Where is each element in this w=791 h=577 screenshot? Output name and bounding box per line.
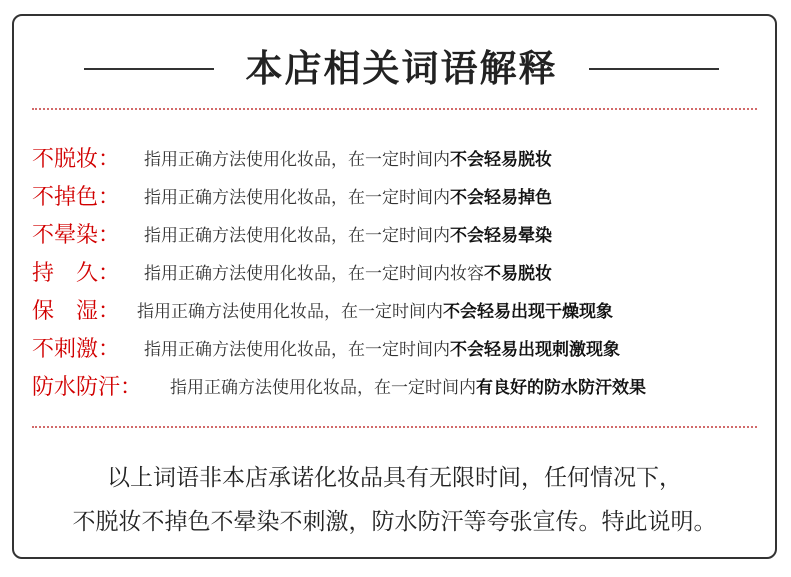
term-definition	[144, 334, 620, 366]
definition-emphasis: 不会轻易出现刺激现象	[450, 340, 620, 360]
term-label: 保 湿：	[32, 299, 121, 324]
definition-text: 指用正确方法使用化妆品，在一定时间内	[137, 302, 443, 322]
definition-emphasis: 有良好的防水防汗效果	[476, 378, 646, 398]
disclaimer-line-1: 以上词语非本店承诺化妆品具有无限时间，任何情况下，	[107, 465, 682, 491]
definition-emphasis: 不会轻易晕染	[450, 226, 552, 246]
term-row-no-smudge	[32, 144, 765, 182]
term-definition	[137, 296, 613, 328]
terms-list	[32, 144, 765, 410]
term-definition	[144, 220, 552, 252]
term-label: 防水防汗：	[32, 375, 143, 400]
definition-text: 指用正确方法使用化妆品，在一定时间内	[144, 226, 450, 246]
term-row-no-bleed	[32, 220, 765, 258]
term-row-waterproof	[32, 372, 765, 410]
term-definition	[170, 372, 646, 404]
title-divider-right	[589, 68, 719, 70]
term-row-long-lasting	[32, 258, 765, 296]
definition-text: 指用正确方法使用化妆品，在一定时间内	[144, 150, 450, 170]
term-row-no-fade	[32, 182, 765, 220]
term-label: 不脱妆：	[32, 147, 121, 172]
term-row-non-irritating	[32, 334, 765, 372]
definition-text: 指用正确方法使用化妆品，在一定时间内	[144, 188, 450, 208]
definition-emphasis: 不会轻易出现干燥现象	[443, 302, 613, 322]
term-row-moisturizing	[32, 296, 765, 334]
dotted-divider-top	[32, 108, 757, 110]
disclaimer	[14, 456, 775, 544]
terms-card	[12, 14, 777, 559]
term-label: 持 久：	[32, 261, 121, 286]
definition-emphasis: 不会轻易脱妆	[450, 150, 552, 170]
term-label: 不晕染：	[32, 223, 121, 248]
title-divider-left	[84, 68, 214, 70]
term-label: 不掉色：	[32, 185, 121, 210]
definition-emphasis: 不会轻易掉色	[450, 188, 552, 208]
definition-text: 指用正确方法使用化妆品，在一定时间内	[170, 378, 476, 398]
title-row	[14, 44, 775, 94]
dotted-divider-bottom	[32, 426, 757, 428]
term-definition	[144, 144, 552, 176]
definition-text: 指用正确方法使用化妆品，在一定时间内妆容	[144, 264, 484, 284]
term-definition	[144, 258, 552, 290]
disclaimer-line-2: 不脱妆不掉色不晕染不刺激，防水防汗等夸张宣传。特此说明。	[72, 509, 717, 535]
definition-emphasis: 不易脱妆	[484, 264, 552, 284]
page-title: 本店相关词语解释	[245, 47, 558, 90]
term-definition	[144, 182, 552, 214]
term-label: 不刺激：	[32, 337, 121, 362]
definition-text: 指用正确方法使用化妆品，在一定时间内	[144, 340, 450, 360]
